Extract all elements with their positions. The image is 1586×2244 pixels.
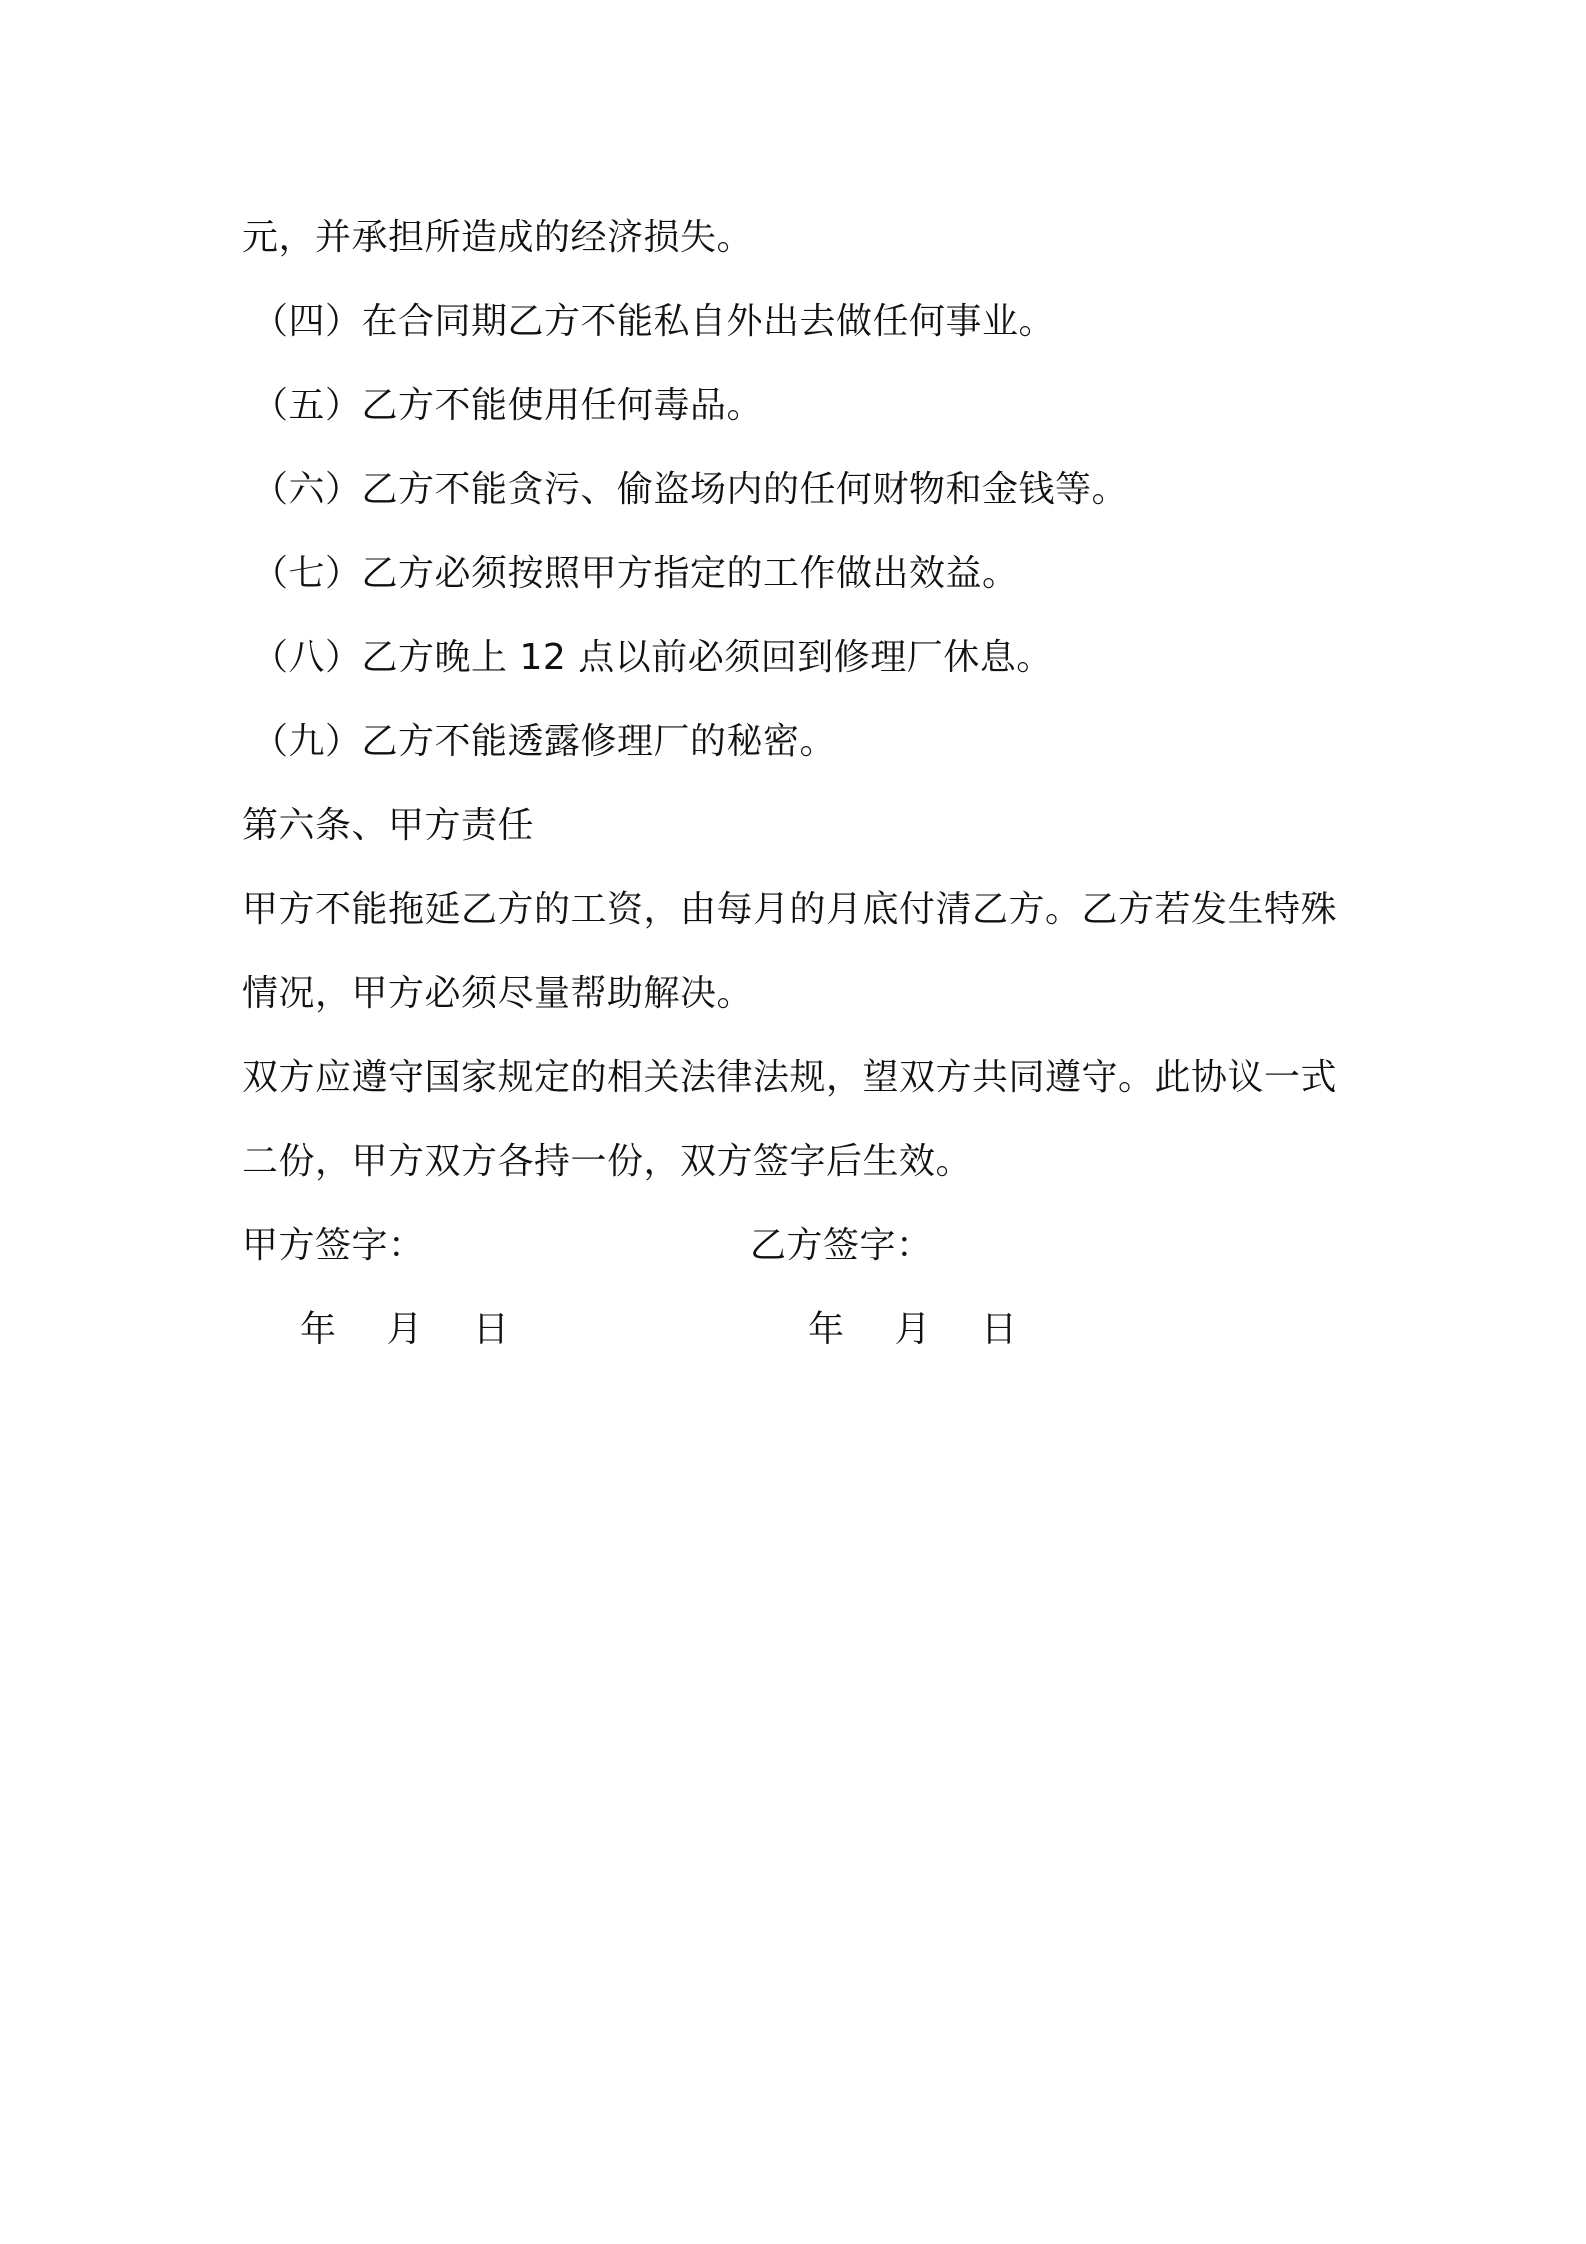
- party-a-signature-label: 甲方签字：: [242, 1225, 425, 1266]
- day-label: 日: [980, 1309, 1018, 1350]
- paragraph-line: 元，并承担所造成的经济损失。: [242, 217, 754, 258]
- party-b-signature-label: 乙方签字：: [750, 1225, 933, 1266]
- year-label: 年: [808, 1309, 845, 1350]
- date-row: [242, 1288, 1362, 1372]
- clause-item-7: （七）乙方必须按照甲方指定的工作做出效益。: [252, 553, 1019, 594]
- clause-item-6: （六）乙方不能贪污、偷盗场内的任何财物和金钱等。: [252, 469, 1129, 510]
- signature-row: [242, 1204, 1362, 1288]
- party-a-date: [300, 1288, 547, 1372]
- paragraph-line: 双方应遵守国家规定的相关法律法规，望双方共同遵守。此协议一式: [242, 1057, 1338, 1098]
- clause-item-4: （四）在合同期乙方不能私自外出去做任何事业。: [252, 301, 1056, 342]
- year-label: 年: [300, 1309, 337, 1350]
- paragraph-line: 情况，甲方必须尽量帮助解决。: [242, 973, 754, 1014]
- month-label: 月: [894, 1309, 931, 1350]
- paragraph-line: 二份，甲方双方各持一份，双方签字后生效。: [242, 1141, 973, 1182]
- party-b-date: [808, 1288, 1055, 1372]
- month-label: 月: [386, 1309, 423, 1350]
- clause-item-8: （八）乙方晚上 12 点以前必须回到修理厂休息。: [252, 637, 1053, 678]
- clause-item-5: （五）乙方不能使用任何毒品。: [252, 385, 764, 426]
- article-heading: 第六条、甲方责任: [242, 805, 535, 846]
- contract-text: [242, 196, 1362, 1372]
- paragraph-line: 甲方不能拖延乙方的工资，由每月的月底付清乙方。乙方若发生特殊: [242, 889, 1338, 930]
- clause-item-9: （九）乙方不能透露修理厂的秘密。: [252, 721, 837, 762]
- day-label: 日: [472, 1309, 510, 1350]
